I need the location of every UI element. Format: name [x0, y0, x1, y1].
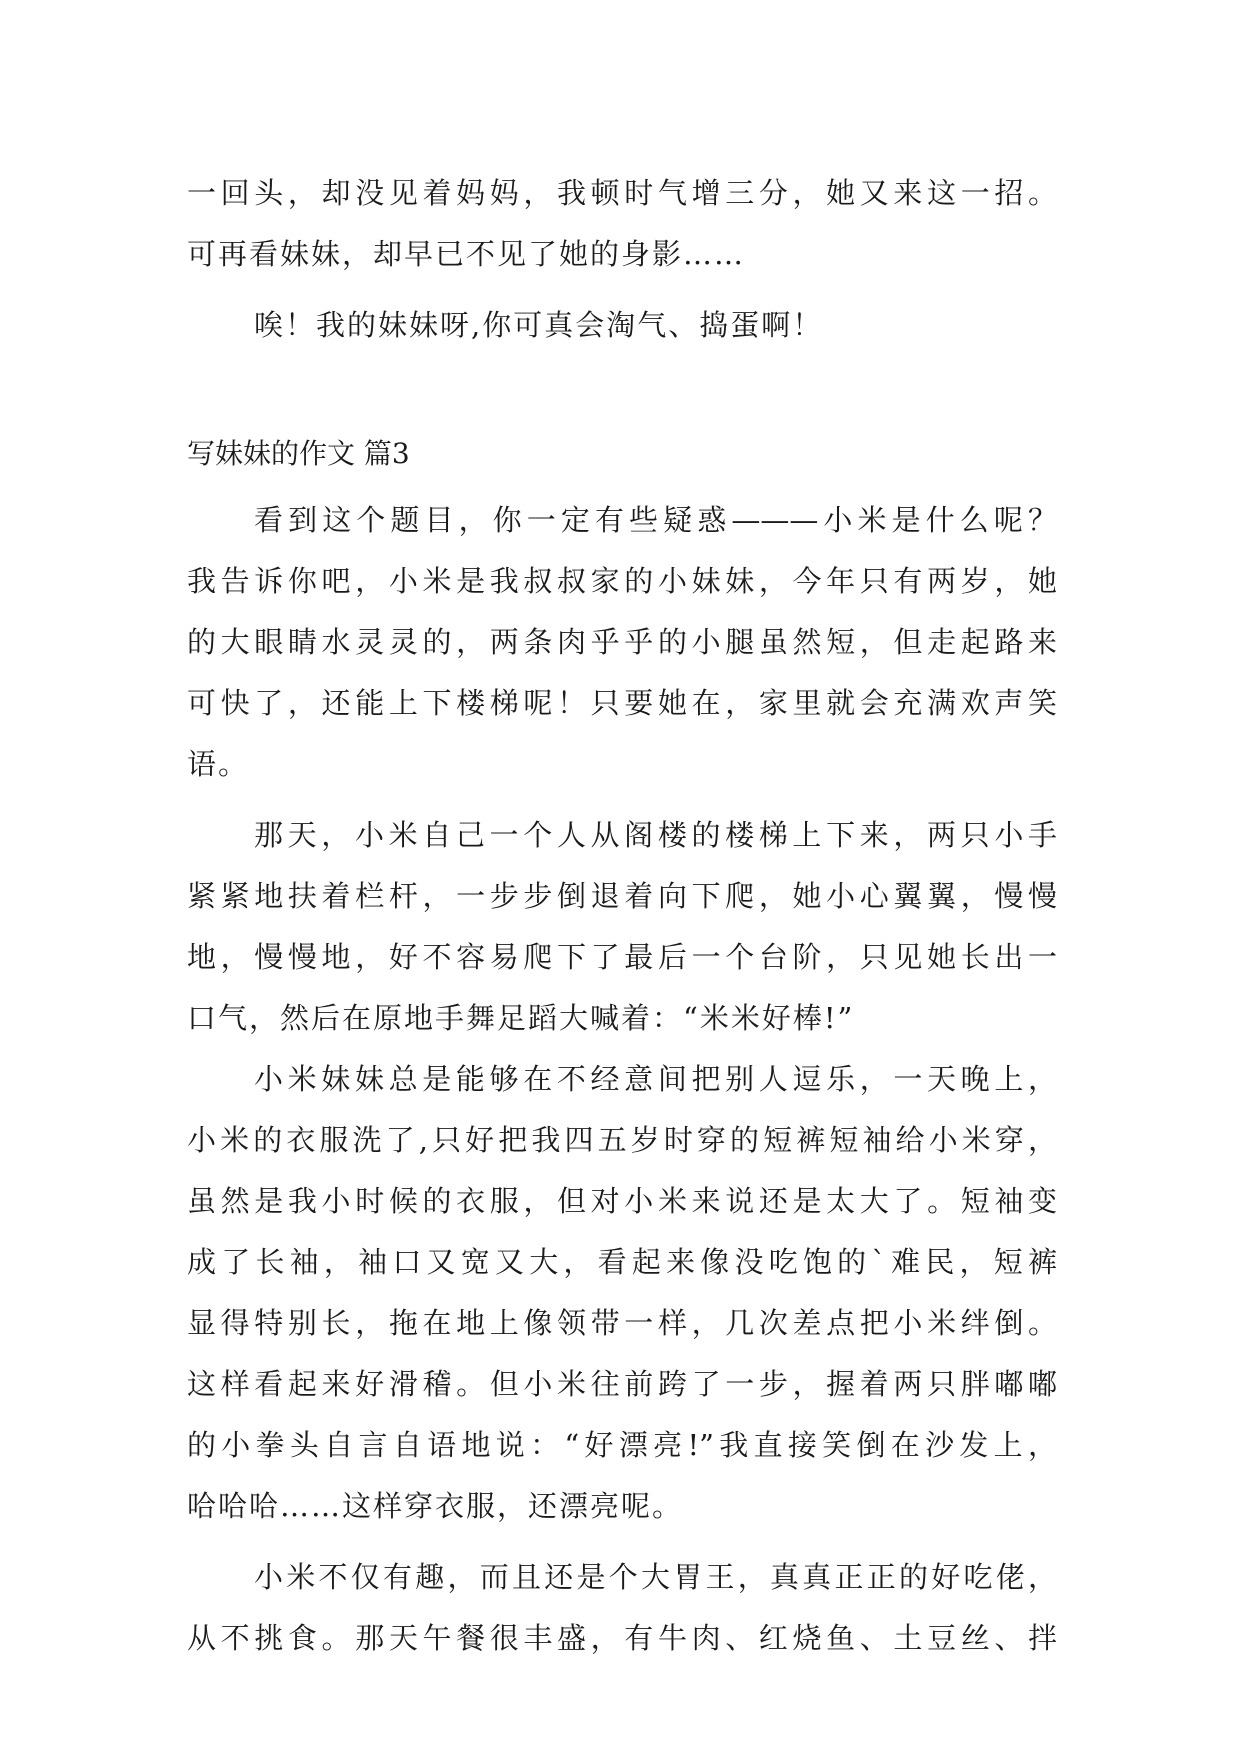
section-title: 写妹妹的作文 篇3 — [187, 437, 410, 470]
text-line: 的大眼睛水灵灵的，两条肉乎乎的小腿虽然短，但走起路来 — [187, 625, 1057, 659]
text-line: 看到这个题目，你一定有些疑惑———小米是什么呢？ — [254, 503, 1057, 537]
text-line: 显得特别长，拖在地上像领带一样，几次差点把小米绊倒。 — [187, 1306, 1057, 1340]
paragraph-3 — [187, 1049, 1057, 1537]
paragraph-2 — [187, 805, 1057, 1049]
text-line: 我告诉你吧，小米是我叔叔家的小妹妹，今年只有两岁，她 — [187, 564, 1057, 598]
paragraph-1 — [187, 490, 1057, 795]
text-line: 成了长袖，袖口又宽又大，看起来像没吃饱的`难民，短裤 — [187, 1245, 1057, 1279]
text-line: 地，慢慢地，好不容易爬下了最后一个台阶，只见她长出一 — [187, 940, 1057, 974]
text-line: 那天，小米自己一个人从阁楼的楼梯上下来，两只小手 — [254, 818, 1057, 852]
text-line: 的小拳头自言自语地说：“好漂亮!”我直接笑倒在沙发上， — [187, 1428, 1057, 1462]
text-line: 一回头，却没见着妈妈，我顿时气增三分，她又来这一招。 — [187, 176, 1057, 210]
text-line: 小米的衣服洗了,只好把我四五岁时穿的短裤短袖给小米穿， — [187, 1123, 1057, 1157]
text-line: 小米不仅有趣，而且还是个大胃王，真真正正的好吃佬， — [254, 1560, 1057, 1594]
document-page — [187, 163, 1057, 1669]
text-line: 哈哈哈……这样穿衣服，还漂亮呢。 — [187, 1489, 684, 1523]
text-line: 可快了，还能上下楼梯呢！只要她在，家里就会充满欢声笑 — [187, 686, 1057, 720]
text-line: 语。 — [187, 747, 250, 781]
text-line: 小米妹妹总是能够在不经意间把别人逗乐，一天晚上， — [254, 1062, 1057, 1096]
text-line: 紧紧地扶着栏杆，一步步倒退着向下爬，她小心翼翼，慢慢 — [187, 879, 1057, 913]
text-line: 可再看妹妹，却早已不见了她的身影…… — [187, 237, 746, 271]
paragraph-4 — [187, 1547, 1057, 1669]
text-line: 口气，然后在原地手舞足蹈大喊着：“米米好棒!” — [187, 1001, 855, 1035]
closing-line: 唉！我的妹妹呀,你可真会淘气、捣蛋啊！ — [254, 308, 824, 342]
text-line: 这样看起来好滑稽。但小米往前跨了一步，握着两只胖嘟嘟 — [187, 1367, 1057, 1401]
text-line: 从不挑食。那天午餐很丰盛，有牛肉、红烧鱼、土豆丝、拌 — [187, 1621, 1057, 1655]
text-line: 虽然是我小时候的衣服，但对小米来说还是太大了。短袖变 — [187, 1184, 1057, 1218]
